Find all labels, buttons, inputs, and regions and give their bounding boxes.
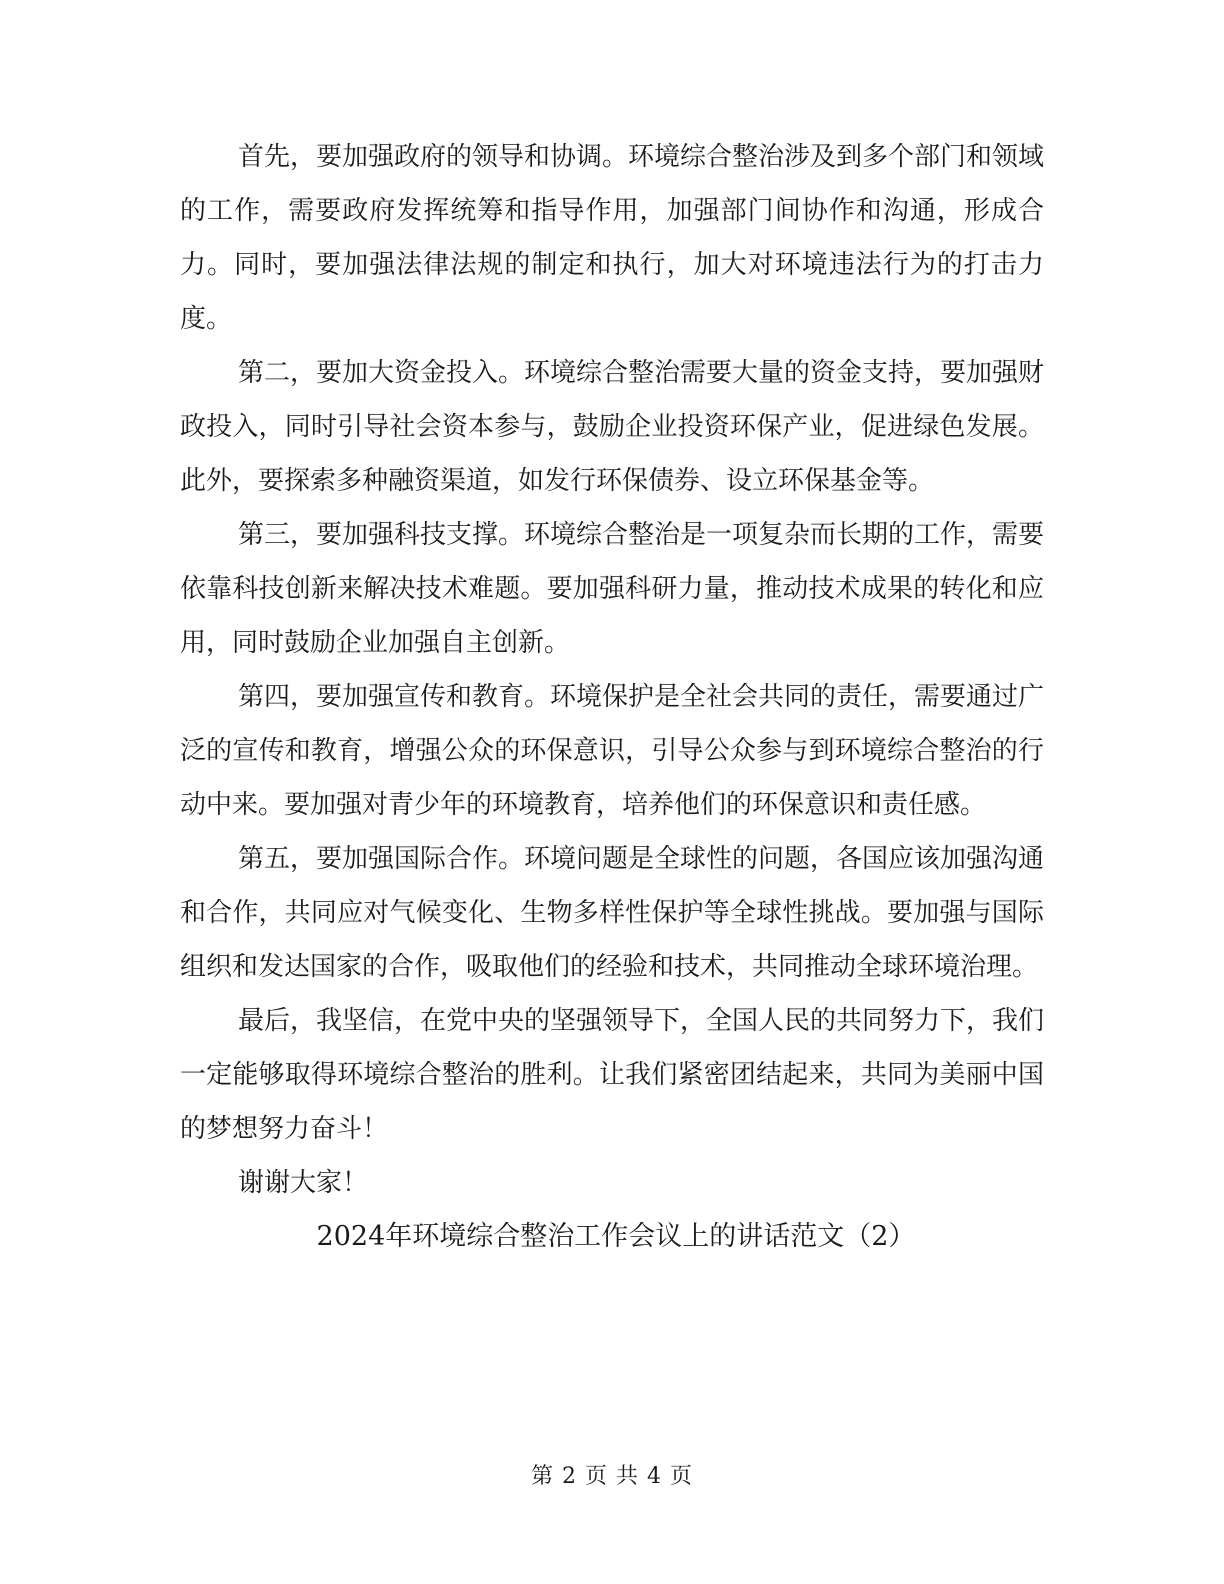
paragraph-international: 第五，要加强国际合作。环境问题是全球性的问题，各国应该加强沟通和合作，共同应对气候变化、生物多样性保护等全球性挑战。要加强与国际组织和发达国家的合作，吸取他们的经验和技术，共同推动全球环境治理。 [180, 844, 1045, 982]
paragraph-leadership: 首先，要加强政府的领导和协调。环境综合整治涉及到多个部门和领域的工作，需要政府发挥统筹和指导作用，加强部门间协作和沟通，形成合力。同时，要加强法律法规的制定和执行，加大对环境违法行为的打击力度。 [180, 142, 1045, 334]
page-number-footer: 第 2 页 共 4 页 [531, 1464, 693, 1489]
paragraph-technology: 第三，要加强科技支撑。环境综合整治是一项复杂而长期的工作，需要依靠科技创新来解决技术难题。要加强科研力量，推动技术成果的转化和应用，同时鼓励企业加强自主创新。 [180, 520, 1045, 658]
paragraph-education: 第四，要加强宣传和教育。环境保护是全社会共同的责任，需要通过广泛的宣传和教育，增强公众的环保意识，引导公众参与到环境综合整治的行动中来。要加强对青少年的环境教育，培养他们的环保意识和责任感。 [180, 682, 1045, 820]
paragraph-funding: 第二，要加大资金投入。环境综合整治需要大量的资金支持，要加强财政投入，同时引导社会资本参与，鼓励企业投资环保产业，促进绿色发展。此外，要探索多种融资渠道，如发行环保债券、设立环保基金等。 [180, 358, 1045, 496]
document-body [180, 130, 1044, 1264]
section-heading: 2024年环境综合整治工作会议上的讲话范文（2） [316, 1221, 916, 1252]
paragraph-conclusion: 最后，我坚信，在党中央的坚强领导下，全国人民的共同努力下，我们一定能够取得环境综合整治的胜利。让我们紧密团结起来，共同为美丽中国的梦想努力奋斗！ [180, 1006, 1045, 1144]
paragraph-thanks: 谢谢大家！ [238, 1168, 369, 1198]
